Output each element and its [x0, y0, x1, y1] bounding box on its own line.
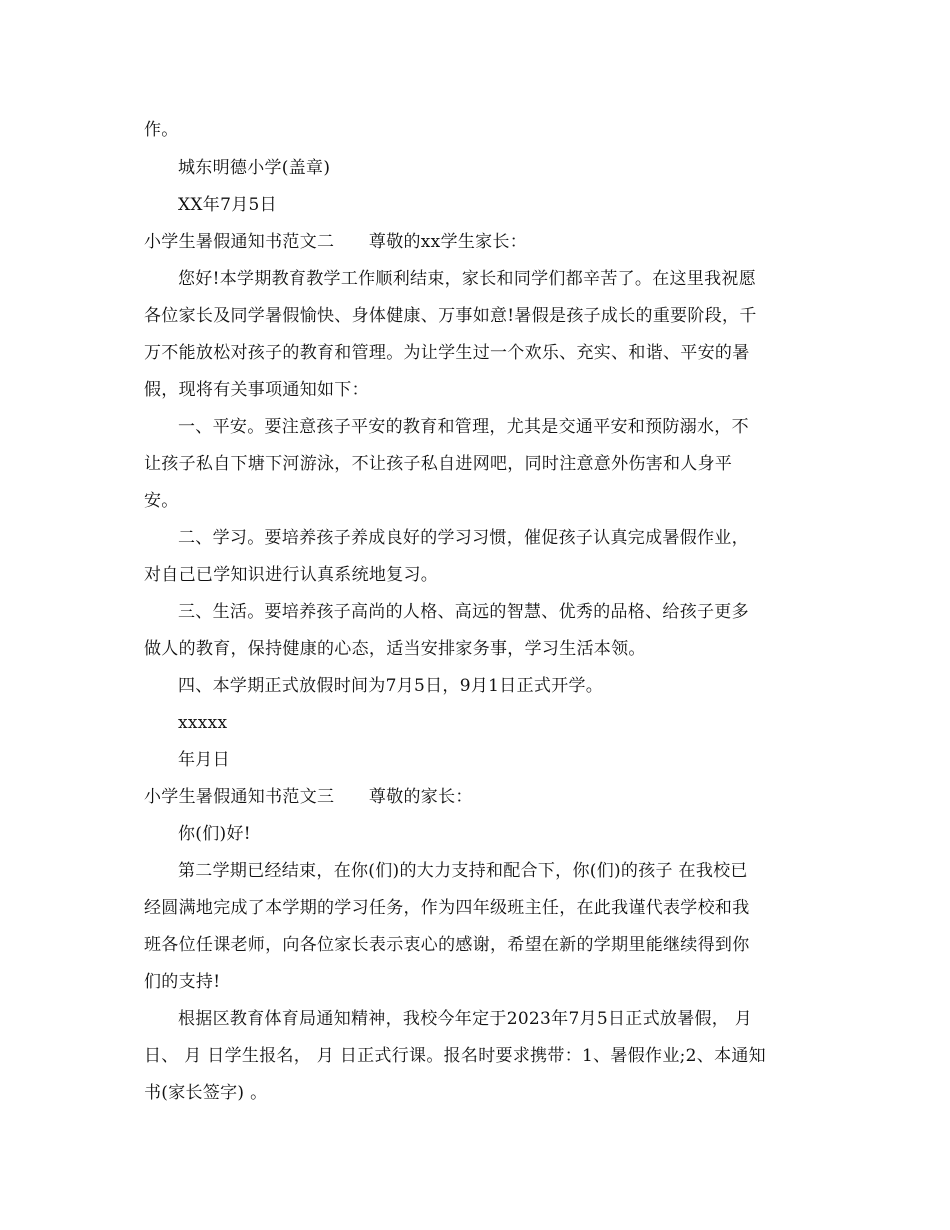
text-line: 各位家长及同学暑假愉快、身体健康、万事如意!暑假是孩子成长的重要阶段，千 [144, 306, 757, 326]
text-line: 三、生活。要培养孩子高尚的人格、高远的智慧、优秀的品格、给孩子更多 [178, 602, 749, 622]
text-line: 您好!本学期教育教学工作顺利结束，家长和同学们都辛苦了。在这里我祝愿 [178, 269, 757, 289]
text-line: 四、本学期正式放假时间为7月5日，9月1日正式开学。 [178, 676, 604, 696]
text-line: 班各位任课老师，向各位家长表示衷心的感谢，希望在新的学期里能继续得到你 [144, 935, 750, 955]
text-line: 第二学期已经结束，在你(们)的大力支持和配合下，你(们)的孩子 在我校已 [178, 861, 748, 881]
text-line: 万不能放松对孩子的教育和管理。为让学生过一个欢乐、充实、和谐、平安的暑 [144, 343, 750, 363]
text-line: 们的支持! [144, 972, 221, 992]
text-line: 作。 [144, 120, 179, 140]
text-line: 安。 [144, 491, 179, 511]
date-line: XX年7月5日 [178, 195, 277, 215]
text-line: 日、 月 日学生报名， 月 日正式行课。报名时要求携带：1、暑假作业;2、本通知 [144, 1046, 766, 1066]
date-line: 年月日 [178, 750, 230, 770]
text-line: 对自己已学知识进行认真系统地复习。 [144, 565, 439, 585]
text-line: 经圆满地完成了本学期的学习任务，作为四年级班主任，在此我谨代表学校和我 [144, 898, 750, 918]
text-line: 让孩子私自下塘下河游泳，不让孩子私自进网吧，同时注意意外伤害和人身平 [144, 454, 733, 474]
text-line: 一、平安。要注意孩子平安的教育和管理，尤其是交通平安和预防溺水，不 [178, 417, 749, 437]
text-line: 做人的教育，保持健康的心态，适当安排家务事，学习生活本领。 [144, 639, 646, 659]
text-line: 二、学习。要培养孩子养成良好的学习习惯，催促孩子认真完成暑假作业， [178, 528, 749, 548]
text-line: 根据区教育体育局通知精神，我校今年定于2023年7月5日正式放暑假， 月 [178, 1009, 753, 1029]
section-heading: 小学生暑假通知书范文三 尊敬的家长： [144, 787, 473, 807]
text-line: 书(家长签字) 。 [144, 1083, 268, 1103]
section-heading: 小学生暑假通知书范文二 尊敬的xx学生家长： [144, 232, 528, 252]
text-line: 假，现将有关事项通知如下： [144, 380, 369, 400]
signature-line: xxxxx [178, 713, 228, 733]
greeting-line: 你(们)好! [178, 824, 251, 844]
school-seal-line: 城东明德小学(盖章) [178, 158, 331, 178]
